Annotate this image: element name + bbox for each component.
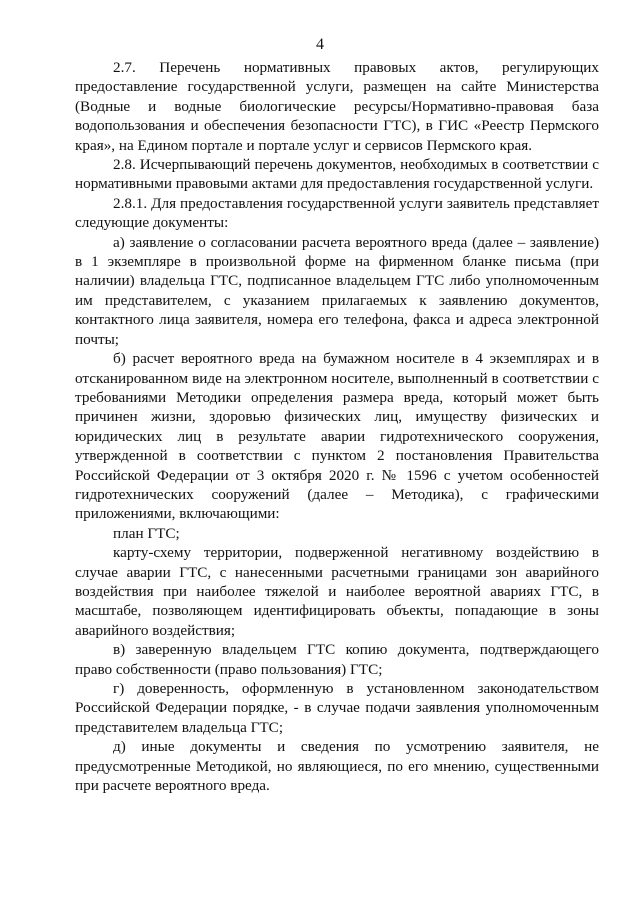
paragraph-item-v: в) заверенную владельцем ГТС копию документа, подтверждающего право собственности (право пользования) ГТС; <box>75 641 599 678</box>
paragraph-item-d: д) иные документы и сведения по усмотрению заявителя, не предусмотренные Методикой, но являющиеся, по его мнению, существенными при расчете вероятного вреда. <box>75 738 599 795</box>
paragraph-item-a: а) заявление о согласовании расчета вероятного вреда (далее – заявление) в 1 экземпляре в произвольной форме на фирменном бланке письма (при наличии) владельца ГТС, подписанное владельцем ГТС либо уполномоченным им представителем, с указанием прилагаемых к заявлению документов, контактного лица заявителя, номера его телефона, факса и адреса электронной почты; <box>75 233 599 348</box>
paragraph-item-g: г) доверенность, оформленную в установленном законодательством Российской Федерации порядке, - в случае подачи заявления уполномоченным представителем владельца ГТС; <box>75 680 599 736</box>
document-body <box>75 58 599 795</box>
paragraph-2-8: 2.8. Исчерпывающий перечень документов, необходимых в соответствии с нормативными правовыми актами для предоставления государственной услуги. <box>75 156 599 193</box>
paragraph-plan: план ГТС; <box>113 524 180 542</box>
paragraph-item-b: б) расчет вероятного вреда на бумажном носителе в 4 экземплярах и в отсканированном виде на электронном носителе, выполненный в соответствии с требованиями Методики определения размера вреда, который может быть причинен жизни, здоровью физических лиц, имуществу физических и юридических лиц в результате аварии гидротехнического сооружения, утвержденной в соответствии с пунктом 2 постановления Правительства Российской Федерации от 3 октября 2020 г. № 1596 с учетом особенностей гидротехнических сооружений (далее – Методика), с графическими приложениями, включающими: <box>75 350 599 523</box>
page-number: 4 <box>316 36 324 53</box>
paragraph-2-7: 2.7. Перечень нормативных правовых актов, регулирующих предоставление государственной услуги, размещен на сайте Министерства (Водные и водные биологические ресурсы/Нормативно-правовая база водопользования и обеспечения безопасности ГТС), в ГИС «Реестр Пермского края», на Едином портале и портале услуг и сервисов Пермского края. <box>75 59 599 154</box>
paragraph-2-8-1: 2.8.1. Для предоставления государственной услуги заявитель представляет следующие документы: <box>75 194 599 232</box>
paragraph-map-scheme: карту-схему территории, подверженной негативному воздействию в случае аварии ГТС, с нанесенными расчетными границами зон аварийного воздействия при наиболее тяжелой и наиболее вероятной авариях ГТС, в масштабе, позволяющем идентифицировать объекты, попадающие в зоны аварийного воздействия; <box>75 544 599 639</box>
